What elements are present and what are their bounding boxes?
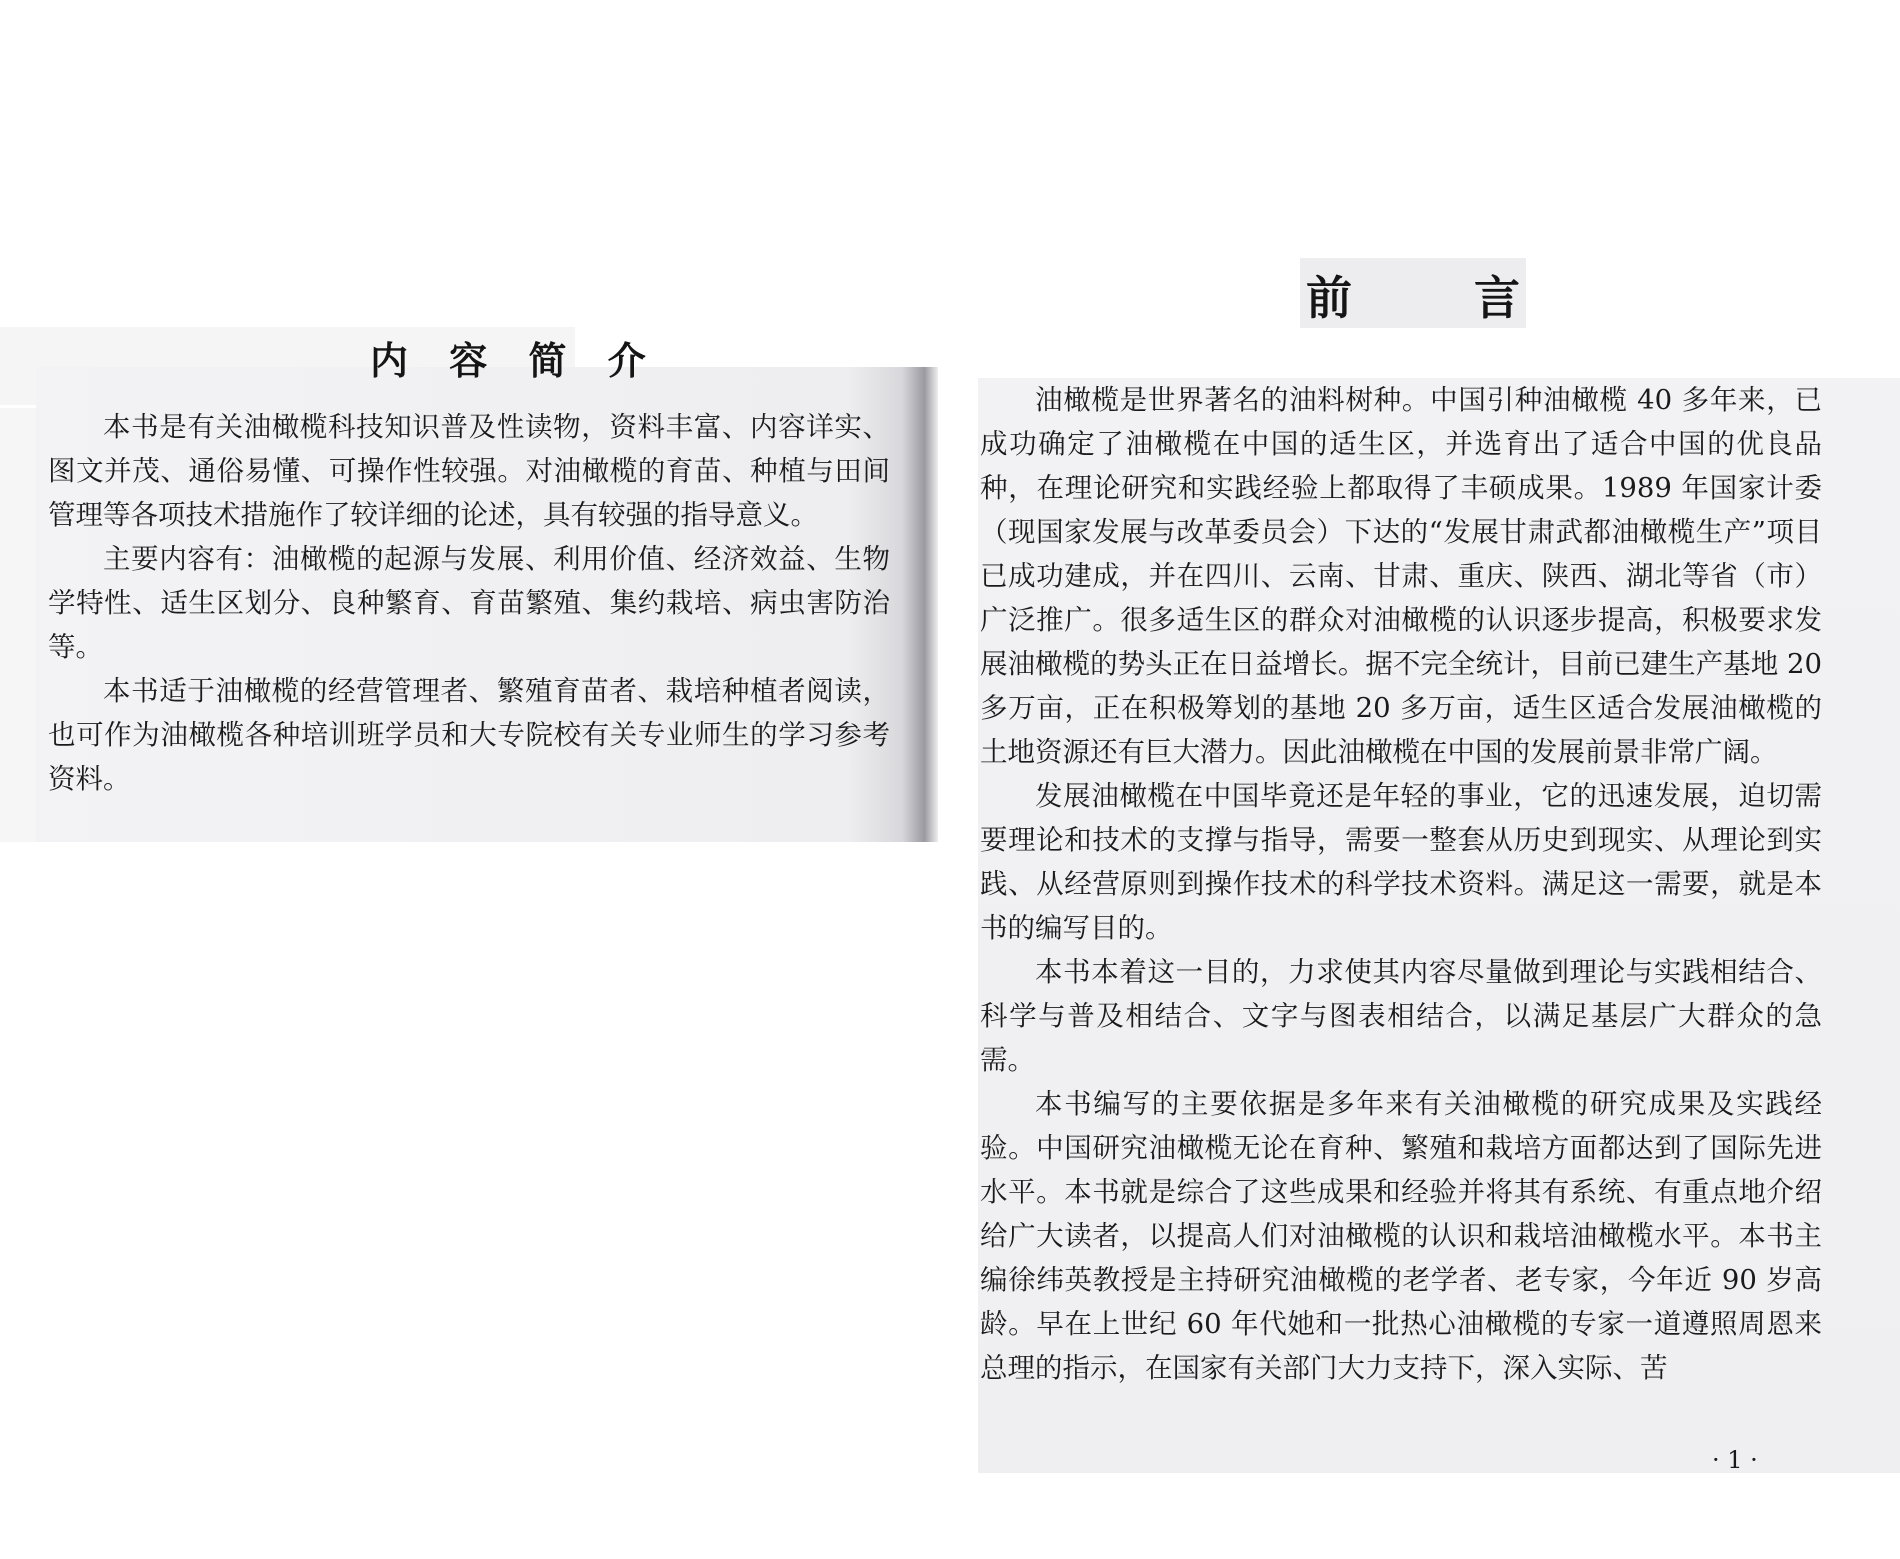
content-summary-text [48,405,890,801]
preface-paragraph-3: 本书本着这一目的，力求使其内容尽量做到理论与实践相结合、科学与普及相结合、文字与图表相结合，以满足基层广大群众的急需。 [980,956,1822,1076]
left-page-edge [0,408,36,842]
preface-title-char-1: 前 [1306,271,1352,325]
preface-paragraph-1: 油橄榄是世界著名的油料树种。中国引种油橄榄 40 多年来，已成功确定了油橄榄在中国的适生区，并选育出了适合中国的优良品种，在理论研究和实践经验上都取得了丰硕成果。1989 年国家计委（现国家发展与改革委员会）下达的“发展甘肃武都油橄榄生产”项目已成功建成，并在四川、云南、甘肃、重庆、陕西、湖北等省（市）广泛推广。很多适生区的群众对油橄榄的认识逐步提高，积极要求发展油橄榄的势头正在日益增长。据不完全统计，目前已建生产基地 20 多万亩，正在积极筹划的基地 20 多万亩，适生区适合发展油橄榄的土地资源还有巨大潜力。因此油橄榄在中国的发展前景非常广阔。 [980,384,1822,768]
summary-paragraph-3: 本书适于油橄榄的经营管理者、繁殖育苗者、栽培种植者阅读，也可作为油橄榄各种培训班学员和大专院校有关专业师生的学习参考资料。 [48,675,890,795]
preface-paragraph-4: 本书编写的主要依据是多年来有关油橄榄的研究成果及实践经验。中国研究油橄榄无论在育种、繁殖和栽培方面都达到了国际先进水平。本书就是综合了这些成果和经验并将其有系统、有重点地介绍给广大读者，以提高人们对油橄榄的认识和栽培油橄榄水平。本书主编徐纬英教授是主持研究油橄榄的老学者、老专家，今年近 90 岁高龄。早在上世纪 60 年代她和一批热心油橄榄的专家一道遵照周恩来总理的指示，在国家有关部门大力支持下，深入实际、苦 [980,1088,1822,1384]
page-number: · 1 · [1712,1446,1758,1474]
preface-title-char-2: 言 [1474,271,1520,325]
summary-paragraph-1: 本书是有关油橄榄科技知识普及性读物，资料丰富、内容详实、图文并茂、通俗易懂、可操作性较强。对油橄榄的育苗、种植与田间管理等各项技术措施作了较详细的论述，具有较强的指导意义。 [48,411,890,531]
preface-paragraph-2: 发展油橄榄在中国毕竟还是年轻的事业，它的迅速发展，迫切需要理论和技术的支撑与指导，需要一整套从历史到现实、从理论到实践、从经营原则到操作技术的科学技术资料。满足这一需要，就是本书的编写目的。 [980,780,1822,944]
preface-title [1306,262,1520,328]
summary-paragraph-2: 主要内容有：油橄榄的起源与发展、利用价值、经济效益、生物学特性、适生区划分、良种繁育、育苗繁殖、集约栽培、病虫害防治等。 [48,543,890,663]
right-page-margin [938,378,978,1559]
content-summary-title: 内 容 简 介 [370,339,660,383]
preface-text [980,378,1822,1390]
